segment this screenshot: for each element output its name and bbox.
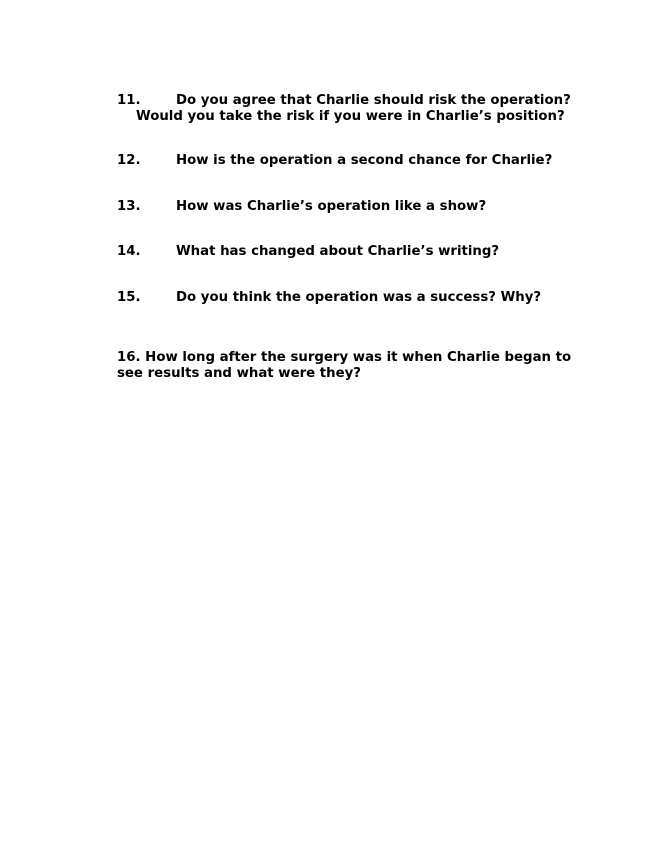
question-15 — [117, 290, 541, 306]
question-text: Do you think the operation was a success? Why? — [176, 290, 542, 305]
question-text: How was Charlie’s operation like a show? — [176, 199, 487, 214]
question-number: 12. — [117, 153, 141, 168]
question-text: What has changed about Charlie’s writing? — [176, 244, 500, 259]
question-number: 11. — [117, 93, 141, 108]
question-continuation: Would you take the risk if you were in Charlie’s position? — [136, 109, 565, 124]
question-13 — [117, 199, 486, 215]
question-16: 16. How long after the surgery was it when Charlie began to see results and what were they? — [117, 350, 572, 381]
question-11 — [117, 93, 571, 125]
question-number: 15. — [117, 290, 141, 305]
question-12 — [117, 153, 552, 169]
question-text: How is the operation a second chance for Charlie? — [176, 153, 553, 168]
question-number: 14. — [117, 244, 141, 259]
question-14 — [117, 244, 499, 260]
question-number: 13. — [117, 199, 141, 214]
question-text: Do you agree that Charlie should risk the operation? — [176, 93, 571, 108]
